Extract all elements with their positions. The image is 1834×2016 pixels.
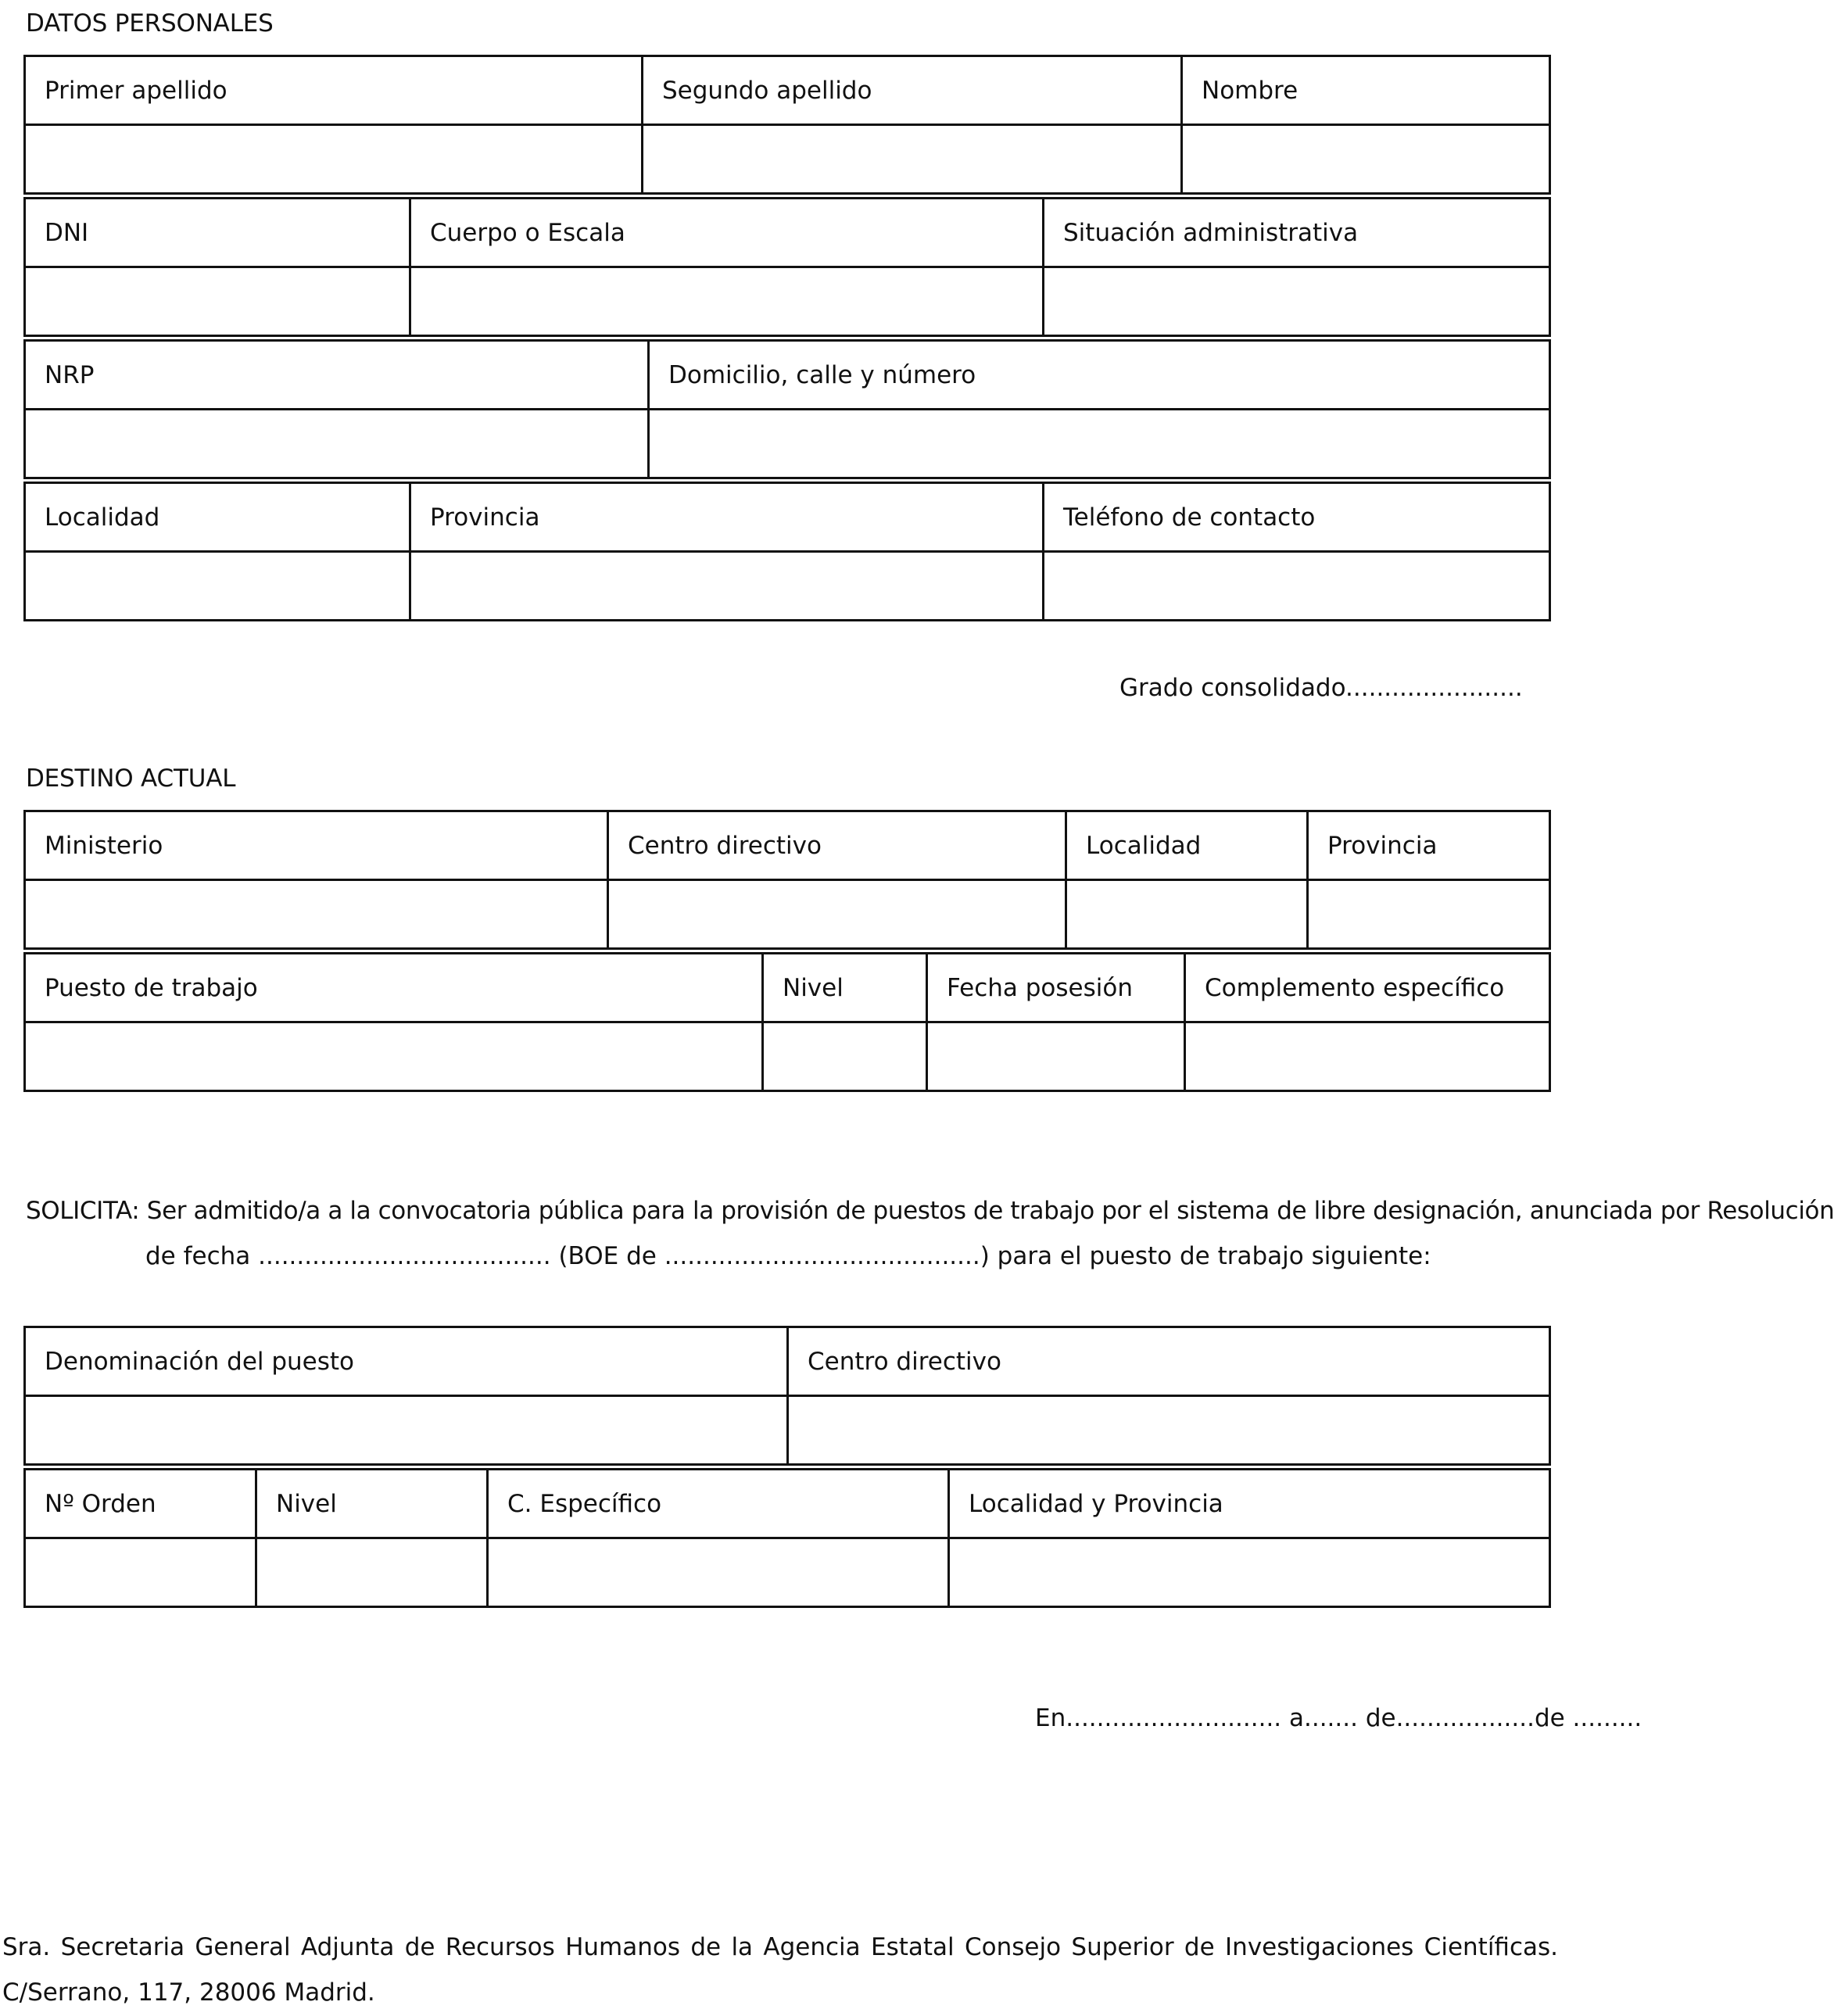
label-c-especifico: C. Específico	[488, 1470, 949, 1538]
solicita-paragraph	[26, 1188, 1834, 1279]
grado-consolidado: Grado consolidado.......................	[1119, 674, 1523, 702]
field-nrp[interactable]	[25, 410, 649, 478]
label-nivel-solicitado: Nivel	[256, 1470, 488, 1538]
field-segundo-apellido[interactable]	[643, 125, 1182, 194]
label-denominacion-puesto: Denominación del puesto	[25, 1327, 788, 1396]
label-telefono-contacto: Teléfono de contacto	[1044, 483, 1550, 552]
label-dni: DNI	[25, 199, 410, 267]
field-situacion-administrativa[interactable]	[1044, 267, 1550, 336]
label-complemento-especifico: Complemento específico	[1185, 954, 1550, 1022]
solicita-text-1: Ser admitido/a a la convocatoria pública para la provisión de puestos de trabajo por el sistema de libre designación, anunciada por Resolución	[146, 1197, 1834, 1225]
label-nivel-actual: Nivel	[763, 954, 927, 1022]
label-situacion-administrativa: Situación administrativa	[1044, 199, 1550, 267]
solicita-label: SOLICITA:	[26, 1197, 140, 1225]
field-primer-apellido[interactable]	[25, 125, 643, 194]
datos-personales-table-a	[23, 55, 1551, 195]
lugar-fecha: En............................ a....... de..................de .........	[1035, 1704, 1642, 1732]
section-title-datos-personales: DATOS PERSONALES	[26, 9, 274, 38]
section-title-destino-actual: DESTINO ACTUAL	[26, 765, 236, 793]
label-provincia: Provincia	[410, 483, 1044, 552]
field-dni[interactable]	[25, 267, 410, 336]
label-nrp: NRP	[25, 341, 649, 410]
field-provincia-actual[interactable]	[1308, 880, 1550, 949]
puesto-solicitado-table-a	[23, 1326, 1551, 1466]
label-centro-directivo-actual: Centro directivo	[608, 811, 1066, 880]
label-localidad: Localidad	[25, 483, 410, 552]
field-n-orden[interactable]	[25, 1538, 256, 1607]
field-localidad-actual[interactable]	[1066, 880, 1308, 949]
field-centro-directivo-solicitado[interactable]	[788, 1396, 1550, 1465]
field-nivel-solicitado[interactable]	[256, 1538, 488, 1607]
field-centro-directivo-actual[interactable]	[608, 880, 1066, 949]
label-provincia-actual: Provincia	[1308, 811, 1550, 880]
label-localidad-actual: Localidad	[1066, 811, 1308, 880]
field-domicilio[interactable]	[649, 410, 1550, 478]
label-segundo-apellido: Segundo apellido	[643, 56, 1182, 125]
field-provincia[interactable]	[410, 552, 1044, 621]
field-nombre[interactable]	[1182, 125, 1550, 194]
label-centro-directivo-solicitado: Centro directivo	[788, 1327, 1550, 1396]
datos-personales-table-d	[23, 482, 1551, 621]
label-nombre: Nombre	[1182, 56, 1550, 125]
label-fecha-posesion: Fecha posesión	[927, 954, 1185, 1022]
datos-personales-table-c	[23, 339, 1551, 479]
datos-personales-table-b	[23, 197, 1551, 337]
label-primer-apellido: Primer apellido	[25, 56, 643, 125]
field-telefono-contacto[interactable]	[1044, 552, 1550, 621]
field-localidad[interactable]	[25, 552, 410, 621]
field-fecha-posesion[interactable]	[927, 1022, 1185, 1091]
puesto-solicitado-table-b	[23, 1468, 1551, 1608]
destinatario-footer: Sra. Secretaria General Adjunta de Recursos Humanos de la Agencia Estatal Consejo Superior de Investigaciones Científicas. C/Serrano, 117, 28006 Madrid.	[2, 1933, 1558, 2007]
destino-actual-table-b	[23, 952, 1551, 1092]
label-n-orden: Nº Orden	[25, 1470, 256, 1538]
label-puesto-trabajo: Puesto de trabajo	[25, 954, 763, 1022]
destino-actual-table-a	[23, 810, 1551, 950]
solicita-text-2: de fecha ...................................... (BOE de .........................................) para el puesto de trabajo siguiente:	[145, 1242, 1431, 1270]
field-complemento-especifico[interactable]	[1185, 1022, 1550, 1091]
label-ministerio: Ministerio	[25, 811, 608, 880]
field-denominacion-puesto[interactable]	[25, 1396, 788, 1465]
label-domicilio: Domicilio, calle y número	[649, 341, 1550, 410]
solicita-line-1	[26, 1188, 1834, 1234]
field-ministerio[interactable]	[25, 880, 608, 949]
field-localidad-provincia[interactable]	[949, 1538, 1550, 1607]
field-puesto-trabajo[interactable]	[25, 1022, 763, 1091]
label-cuerpo-escala: Cuerpo o Escala	[410, 199, 1044, 267]
field-c-especifico[interactable]	[488, 1538, 949, 1607]
label-localidad-provincia: Localidad y Provincia	[949, 1470, 1550, 1538]
field-nivel-actual[interactable]	[763, 1022, 927, 1091]
field-cuerpo-escala[interactable]	[410, 267, 1044, 336]
